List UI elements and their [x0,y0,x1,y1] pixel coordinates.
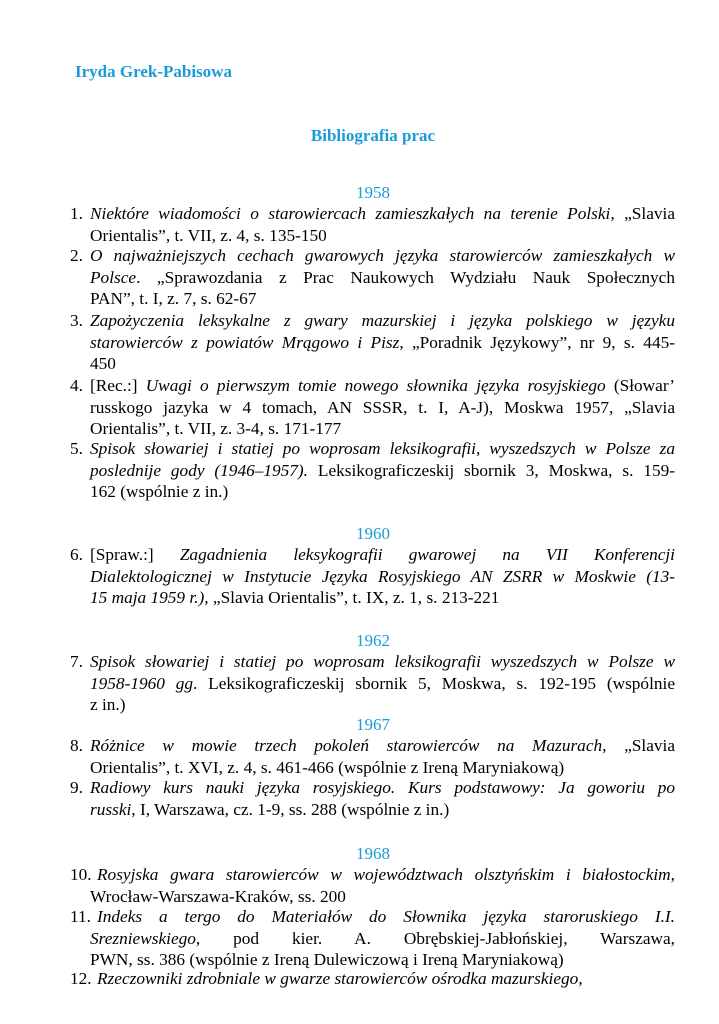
italic-title: 15 maja 1959 r.), [90,588,209,607]
bibliography-entry [70,203,675,246]
entry-line [90,694,675,716]
plain-text: Leksikograficzeskij sbornik 3, Moskwa, s. 159- [308,460,675,480]
plain-text: . „Sprawozdania z Prac Naukowych Wydziału Nauk Społecznych [136,267,675,287]
entry-line [90,288,675,310]
entry-line [90,375,675,397]
year-heading: 1968 [356,844,390,863]
entry-line [90,673,675,695]
italic-title: Zapożyczenia leksykalne z gwary mazurskiej i języka polskiego w języku [90,311,675,330]
entry-line [90,310,675,332]
entry-number: 10. [70,865,92,884]
plain-text: z in.) [90,695,126,714]
plain-text: , pod kier. A. Obrębskiej-Jabłońskiej, Warszawa, [195,928,675,948]
entry-line [97,968,675,990]
plain-text: (Słowar’ [605,376,675,395]
entry-line [90,353,675,375]
entry-line [90,481,675,503]
entry-number: 7. [70,652,83,671]
year-heading: 1958 [356,183,390,202]
entry-number: 1. [70,204,83,223]
year-heading: 1960 [356,524,390,543]
plain-text: Orientalis”, t. XVI, z. 4, s. 461-466 (wspólnie z Ireną Maryniakową) [90,757,565,777]
bibliography-entry [70,375,675,440]
entry-number: 6. [70,545,83,564]
entry-text [90,245,675,310]
bibliography-entry [70,651,675,716]
entry-text [90,864,675,907]
entry-number: 2. [70,246,83,265]
entry-line [90,735,675,757]
italic-title: Polsce [90,267,137,287]
entry-line [97,864,675,886]
bibliography-entry [70,777,675,820]
entry-line [90,203,675,225]
italic-title: 1958-1960 gg [90,673,194,693]
italic-title: Spisok słowariej i statiej po woprosam leksikografii wyszedszych w Polsze w [90,652,675,671]
entry-line [90,651,675,673]
plain-text: „Slavia Orientalis”, t. IX, z. 1, s. 213-221 [208,588,500,607]
entry-number: 5. [70,439,83,458]
plain-text: PWN, ss. 386 (wspólnie z Ireną Dulewiczową i Ireną Maryniakową) [90,950,564,969]
entry-number: 3. [70,311,83,330]
italic-title: Rzeczowniki zdrobniale w gwarze starowierców ośrodka mazurskiego [97,969,579,988]
italic-title: Zagadnienia leksykografii gwarowej na VII Konferencji [179,545,675,564]
plain-text: . Leksikograficzeskij sbornik 5, Moskwa, s. 192-195 (wspólnie [193,673,675,693]
plain-text: PAN”, t. I, z. 7, s. 62-67 [90,289,257,308]
entry-line [90,777,675,799]
plain-text: Wrocław-Warszawa-Kraków, ss. 200 [90,886,346,906]
bibliography-entry [70,968,675,990]
entry-text [90,438,675,503]
entry-line [90,928,675,950]
entry-line [90,267,675,289]
italic-title: Dialektologicznej w Instytucie Języka Rosyjskiego AN ZSRR w Moskwie (13- [90,566,675,586]
italic-title: Spisok słowariej i statiej po woprosam leksikografii, wyszedszych w Polsze za [90,439,675,458]
italic-title: Uwagi o pierwszym tomie nowego słownika języka rosyjskiego [145,376,606,395]
entry-line [97,906,675,928]
plain-text: 450 [90,354,116,373]
entry-number: 9. [70,778,83,797]
author-name: Iryda Grek-Pabisowa [75,62,232,81]
entry-line [90,225,675,247]
plain-text: , [578,969,583,988]
italic-title: O najważniejszych cechach gwarowych języka starowierców zamieszkałych w [90,246,675,265]
entry-number: 4. [70,376,83,395]
plain-text: [Spraw.:] [90,545,180,564]
italic-title: Rosyjska gwara starowierców w województwach olsztyńskim i białostockim [97,865,671,884]
entry-line [90,544,675,566]
italic-title: Różnice w mowie trzech pokoleń starowierców na Mazurach [90,736,603,755]
entry-line [90,418,675,440]
italic-title: Radiowy kurs nauki języka rosyjskiego. Kurs podstawowy: Ja goworiu po [90,778,675,797]
entry-text [90,777,675,820]
entry-line [90,566,675,588]
bibliography-entry [70,438,675,503]
italic-title: starowierców z powiatów Mrągowo i Pisz [90,332,400,352]
italic-title: Srezniewskiego [90,928,196,948]
entry-text [90,310,675,375]
plain-text: [Rec.:] [90,376,146,395]
bibliography-entry [70,906,675,971]
entry-text [90,375,675,440]
entry-text [90,203,675,246]
plain-text: russkogo jazyka w 4 tomach, AN SSSR, t. I, A-J), Moskwa 1957, „Slavia [90,397,675,417]
bibliography-entry [70,864,675,907]
bibliography-entry [70,245,675,310]
entry-text [90,544,675,609]
italic-title: Niektóre wiadomości o starowiercach zamieszkałych na terenie Polski [90,204,611,223]
bibliography-entry [70,544,675,609]
entry-line [90,799,675,821]
plain-text: , „Slavia [610,204,675,223]
entry-text [90,906,675,971]
entry-text [90,651,675,716]
entry-text [90,735,675,778]
entry-line [90,460,675,482]
italic-title: russki [90,799,132,819]
entry-line [90,757,675,779]
entry-line [90,332,675,354]
entry-number: 12. [70,969,92,988]
bibliography-entry [70,310,675,375]
entry-line [90,438,675,460]
italic-title: poslednije gody (1946–1957). [90,460,308,480]
page-title: Bibliografia prac [310,126,436,145]
plain-text: , I, Warszawa, cz. 1-9, ss. 288 (wspólnie z in.) [131,799,450,819]
plain-text: , „Poradnik Językowy”, nr 9, s. 445- [399,332,675,352]
entry-number: 11. [70,907,91,926]
entry-number: 8. [70,736,83,755]
plain-text: Orientalis”, t. VII, z. 3-4, s. 171-177 [90,419,342,438]
entry-line [90,886,675,908]
bibliography-entry [70,735,675,778]
plain-text: 162 (wspólnie z in.) [90,482,229,501]
plain-text: Orientalis”, t. VII, z. 4, s. 135-150 [90,225,327,245]
plain-text: , [670,865,675,884]
year-heading: 1967 [356,715,390,734]
italic-title: Indeks a tergo do Materiałów do Słownika języka staroruskiego I.I. [97,907,675,926]
plain-text: , „Slavia [602,736,675,755]
entry-text [90,968,675,990]
entry-line [90,587,675,609]
entry-line [90,245,675,267]
entry-line [90,397,675,419]
year-heading: 1962 [356,631,390,650]
